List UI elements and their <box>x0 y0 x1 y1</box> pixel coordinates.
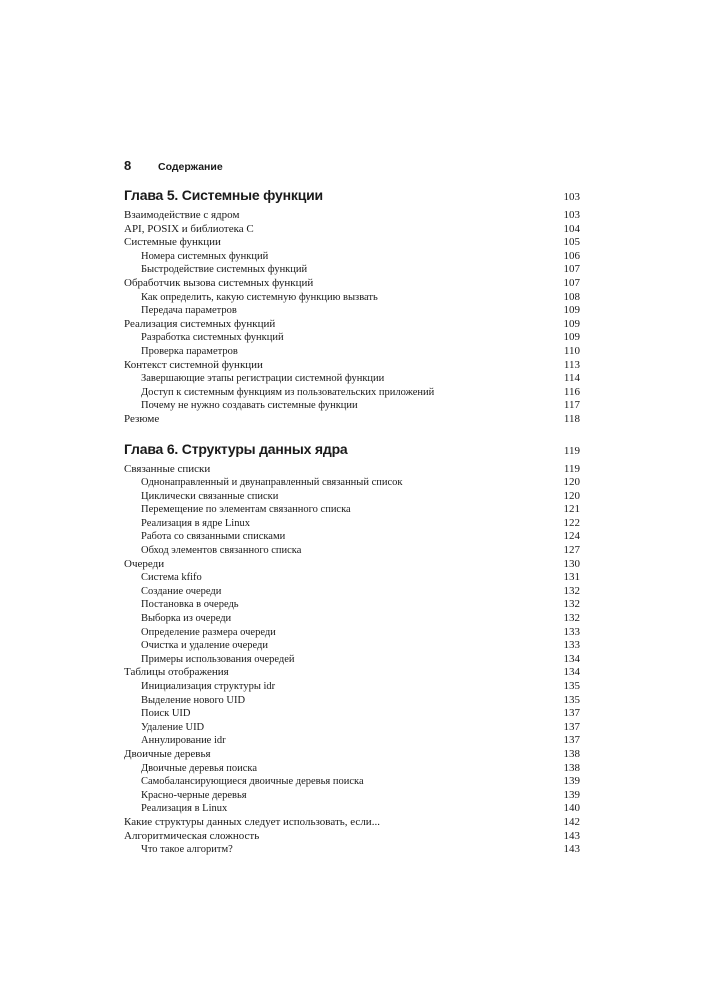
toc-section-entry[interactable] <box>124 236 580 250</box>
entry-page-number: 139 <box>563 788 580 801</box>
toc-subsection-entry[interactable] <box>124 291 580 305</box>
entry-title: Обход элементов связанного списка <box>141 545 302 557</box>
entry-page-number: 138 <box>563 747 580 760</box>
entry-title: Проверка параметров <box>141 345 238 357</box>
entry-page-number: 113 <box>563 358 580 371</box>
toc-subsection-entry[interactable] <box>124 775 580 789</box>
entry-title: Аннулирование idr <box>141 735 226 747</box>
entry-title: Реализация системных функций <box>124 317 276 330</box>
entry-page-number: 138 <box>563 761 580 774</box>
entry-page-number: 107 <box>563 263 580 276</box>
entry-title: Постановка в очередь <box>141 599 239 611</box>
toc-subsection-entry[interactable] <box>124 762 580 776</box>
entry-title: Двоичные деревья поиска <box>141 762 258 774</box>
toc-section-entry[interactable] <box>124 359 580 373</box>
entry-page-number: 132 <box>563 612 580 625</box>
toc-subsection-entry[interactable] <box>124 263 580 277</box>
toc-section-entry[interactable] <box>124 209 580 223</box>
entry-title: Самобалансирующиеся двоичные деревья поиска <box>141 776 364 788</box>
entry-title: Разработка системных функций <box>141 332 284 344</box>
entry-title: Поиск UID <box>141 708 191 720</box>
entry-page-number: 121 <box>563 503 580 516</box>
entry-title: Работа со связанными списками <box>141 531 286 543</box>
entry-title: Очереди <box>124 557 165 570</box>
entry-page-number: 117 <box>563 399 580 412</box>
entry-page-number: 110 <box>563 344 580 357</box>
toc-subsection-entry[interactable] <box>124 639 580 653</box>
entry-page-number: 103 <box>563 209 580 221</box>
entry-page-number: 120 <box>563 476 580 489</box>
entry-title: Создание очереди <box>141 585 222 597</box>
table-of-contents <box>124 187 580 857</box>
entry-title: API, POSIX и библиотека C <box>124 222 254 235</box>
entry-title: Как определить, какую системную функцию вызвать <box>141 291 378 303</box>
entry-title: Циклически связанные списки <box>141 490 279 502</box>
entry-page-number: 107 <box>563 276 580 289</box>
entry-title: Контекст системной функции <box>124 358 263 371</box>
toc-subsection-entry[interactable] <box>124 250 580 264</box>
toc-subsection-entry[interactable] <box>124 721 580 735</box>
entry-title: Красно-черные деревья <box>141 789 247 801</box>
toc-section-entry[interactable] <box>124 666 580 680</box>
entry-title: Что такое алгоритм? <box>141 844 233 856</box>
running-head <box>124 158 580 173</box>
toc-section-entry[interactable] <box>124 277 580 291</box>
toc-subsection-entry[interactable] <box>124 386 580 400</box>
entry-page-number: 133 <box>563 639 580 652</box>
entry-page-number: 140 <box>563 802 580 815</box>
toc-subsection-entry[interactable] <box>124 503 580 517</box>
chapter-page-number: 103 <box>563 191 580 203</box>
entry-page-number: 131 <box>563 571 580 584</box>
entry-page-number: 139 <box>563 775 580 788</box>
entry-title: Реализация в ядре Linux <box>141 517 250 529</box>
entry-page-number: 135 <box>563 680 580 692</box>
entry-page-number: 132 <box>563 584 580 597</box>
entry-page-number: 122 <box>563 516 580 529</box>
entry-title: Двоичные деревья <box>124 747 211 760</box>
entry-page-number: 106 <box>563 249 580 262</box>
entry-title: Выделение нового UID <box>141 694 246 706</box>
toc-subsection-entry[interactable] <box>124 734 580 748</box>
toc-subsection-entry[interactable] <box>124 598 580 612</box>
entry-title: Инициализация структуры idr <box>141 681 276 692</box>
chapter-heading <box>124 441 580 457</box>
entry-title: Примеры использования очередей <box>141 653 295 665</box>
toc-section-entry[interactable] <box>124 413 580 427</box>
toc-subsection-entry[interactable] <box>124 626 580 640</box>
entry-page-number: 134 <box>563 666 580 679</box>
toc-section-entry[interactable] <box>124 318 580 332</box>
toc-section-entry[interactable] <box>124 830 580 844</box>
running-head-title: Содержание <box>158 161 223 173</box>
toc-subsection-entry[interactable] <box>124 585 580 599</box>
entry-title: Удаление UID <box>141 721 205 733</box>
toc-subsection-entry[interactable] <box>124 653 580 667</box>
toc-subsection-entry[interactable] <box>124 843 580 857</box>
entry-page-number: 116 <box>563 385 580 398</box>
entry-title: Определение размера очереди <box>141 626 276 638</box>
entry-title: Взаимодействие с ядром <box>124 209 240 221</box>
toc-subsection-entry[interactable] <box>124 345 580 359</box>
entry-title: Связанные списки <box>124 462 211 475</box>
entry-title: Очистка и удаление очереди <box>141 640 268 652</box>
toc-subsection-entry[interactable] <box>124 304 580 318</box>
toc-subsection-entry[interactable] <box>124 707 580 721</box>
entry-page-number: 142 <box>563 815 580 828</box>
entry-page-number: 143 <box>563 843 580 856</box>
entry-title: Завершающие этапы регистрации системной функции <box>141 373 385 385</box>
entry-title: Какие структуры данных следует использовать, если... <box>124 815 380 828</box>
toc-section-entry[interactable] <box>124 816 580 830</box>
entry-title: Однонаправленный и двунаправленный связанный список <box>141 477 403 489</box>
entry-page-number: 105 <box>563 236 580 249</box>
entry-page-number: 108 <box>563 290 580 303</box>
toc-subsection-entry[interactable] <box>124 789 580 803</box>
entry-title: Резюме <box>124 412 160 425</box>
entry-page-number: 109 <box>563 304 580 317</box>
entry-page-number: 118 <box>563 412 580 425</box>
entry-page-number: 137 <box>563 707 580 720</box>
chapter-heading <box>124 187 580 203</box>
toc-subsection-entry[interactable] <box>124 694 580 708</box>
entry-page-number: 137 <box>563 720 580 733</box>
toc-subsection-entry[interactable] <box>124 612 580 626</box>
toc-subsection-entry[interactable] <box>124 680 580 694</box>
toc-section-entry[interactable] <box>124 463 580 477</box>
toc-subsection-entry[interactable] <box>124 372 580 386</box>
toc-subsection-entry[interactable] <box>124 331 580 345</box>
entry-title: Система kfifo <box>141 572 202 584</box>
entry-page-number: 120 <box>563 489 580 502</box>
chapter-title: Глава 6. Структуры данных ядра <box>124 440 348 457</box>
toc-subsection-entry[interactable] <box>124 517 580 531</box>
chapter-section <box>124 441 580 857</box>
entry-page-number: 127 <box>563 544 580 557</box>
entry-page-number: 109 <box>563 317 580 330</box>
toc-subsection-entry[interactable] <box>124 399 580 413</box>
entry-page-number: 130 <box>563 557 580 570</box>
toc-subsection-entry[interactable] <box>124 571 580 585</box>
toc-subsection-entry[interactable] <box>124 476 580 490</box>
entry-page-number: 137 <box>563 734 580 747</box>
entry-title: Выборка из очереди <box>141 613 232 625</box>
entry-title: Обработчик вызова системных функций <box>124 276 314 289</box>
entry-page-number: 132 <box>563 598 580 611</box>
entry-page-number: 109 <box>563 331 580 344</box>
page-number: 8 <box>124 158 132 173</box>
entry-page-number: 104 <box>563 222 580 235</box>
entry-title: Системные функции <box>124 236 221 249</box>
entry-title: Реализация в Linux <box>141 803 228 815</box>
chapter-page-number: 119 <box>563 444 580 457</box>
entry-title: Доступ к системным функциям из пользовательских приложений <box>141 386 435 398</box>
toc-subsection-entry[interactable] <box>124 802 580 816</box>
entry-page-number: 114 <box>563 372 580 385</box>
toc-subsection-entry[interactable] <box>124 530 580 544</box>
entry-page-number: 143 <box>563 829 580 842</box>
toc-subsection-entry[interactable] <box>124 490 580 504</box>
entry-page-number: 124 <box>563 530 580 543</box>
chapter-title: Глава 5. Системные функции <box>124 187 323 203</box>
entry-title: Передача параметров <box>141 305 237 317</box>
toc-section-entry[interactable] <box>124 223 580 237</box>
toc-section-entry[interactable] <box>124 558 580 572</box>
entry-page-number: 119 <box>563 462 580 475</box>
entry-title: Почему не нужно создавать системные функции <box>141 400 358 412</box>
toc-page <box>124 158 580 871</box>
chapter-section <box>124 187 580 427</box>
entry-title: Быстродействие системных функций <box>141 264 308 276</box>
entry-page-number: 134 <box>563 652 580 665</box>
entry-title: Таблицы отображения <box>124 666 229 679</box>
toc-section-entry[interactable] <box>124 748 580 762</box>
toc-subsection-entry[interactable] <box>124 544 580 558</box>
entry-page-number: 135 <box>563 693 580 706</box>
entry-page-number: 133 <box>563 625 580 638</box>
entry-title: Номера системных функций <box>141 250 269 262</box>
entry-title: Алгоритмическая сложность <box>124 829 260 842</box>
entry-title: Перемещение по элементам связанного списка <box>141 504 351 516</box>
